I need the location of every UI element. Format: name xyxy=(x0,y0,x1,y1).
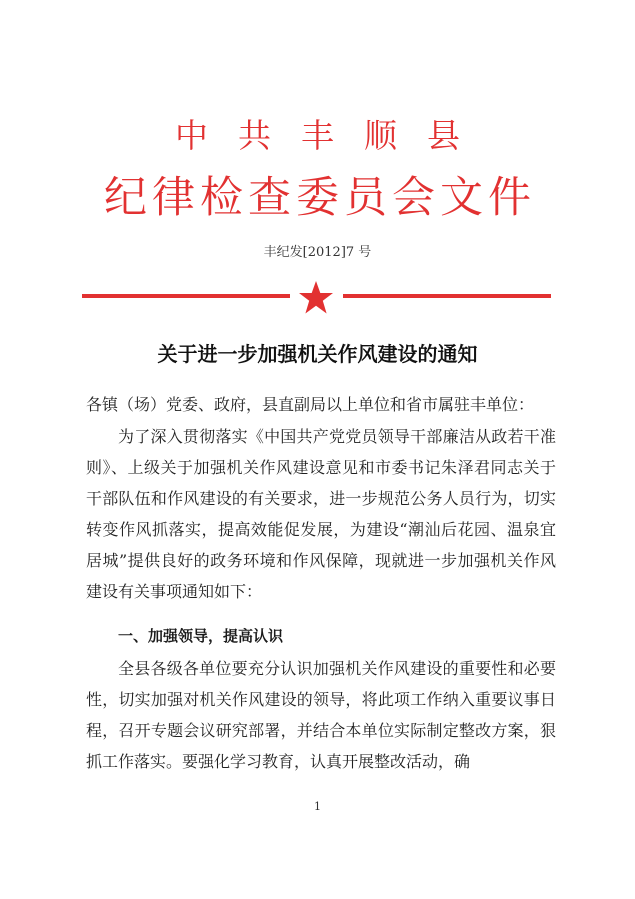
red-divider-left xyxy=(82,294,290,298)
red-divider-right xyxy=(343,294,551,298)
document-title: 关于进一步加强机关作风建设的通知 xyxy=(157,342,478,366)
salutation: 各镇（场）党委、政府，县直副局以上单位和省市属驻丰单位： xyxy=(86,395,535,414)
issuing-organization: 中共丰顺县 xyxy=(175,116,490,155)
document-type-heading: 纪律检查委员会文件 xyxy=(104,173,536,223)
body-paragraph-2: 全县各级各单位要充分认识加强机关作风建设的重要性和必要性，切实加强对机关作风建设的领导，将此项工作纳入重要议事日程，召开专题会议研究部署，并结合本单位实际制定整改方案，狠抓工作落实。要强化学习教育，认真开展整改活动，确 xyxy=(86,659,556,771)
body-paragraph-1: 为了深入贯彻落实《中国共产党党员领导干部廉洁从政若干准则》、上级关于加强机关作风建设意见和市委书记朱泽君同志关于干部队伍和作风建设的有关要求，进一步规范公务人员行为，切实转变作风抓落实，提高效能促发展，为建设“潮汕后花园、温泉宜居城”提供良好的政务环境和作风保障，现就进一步加强机关作风建设有关事项通知如下： xyxy=(86,427,556,601)
page-number: 1 xyxy=(314,800,321,813)
star-icon xyxy=(298,280,334,316)
section-heading-1: 一、加强领导，提高认识 xyxy=(118,627,284,645)
document-number: 丰纪发[2012]7 号 xyxy=(263,245,372,260)
